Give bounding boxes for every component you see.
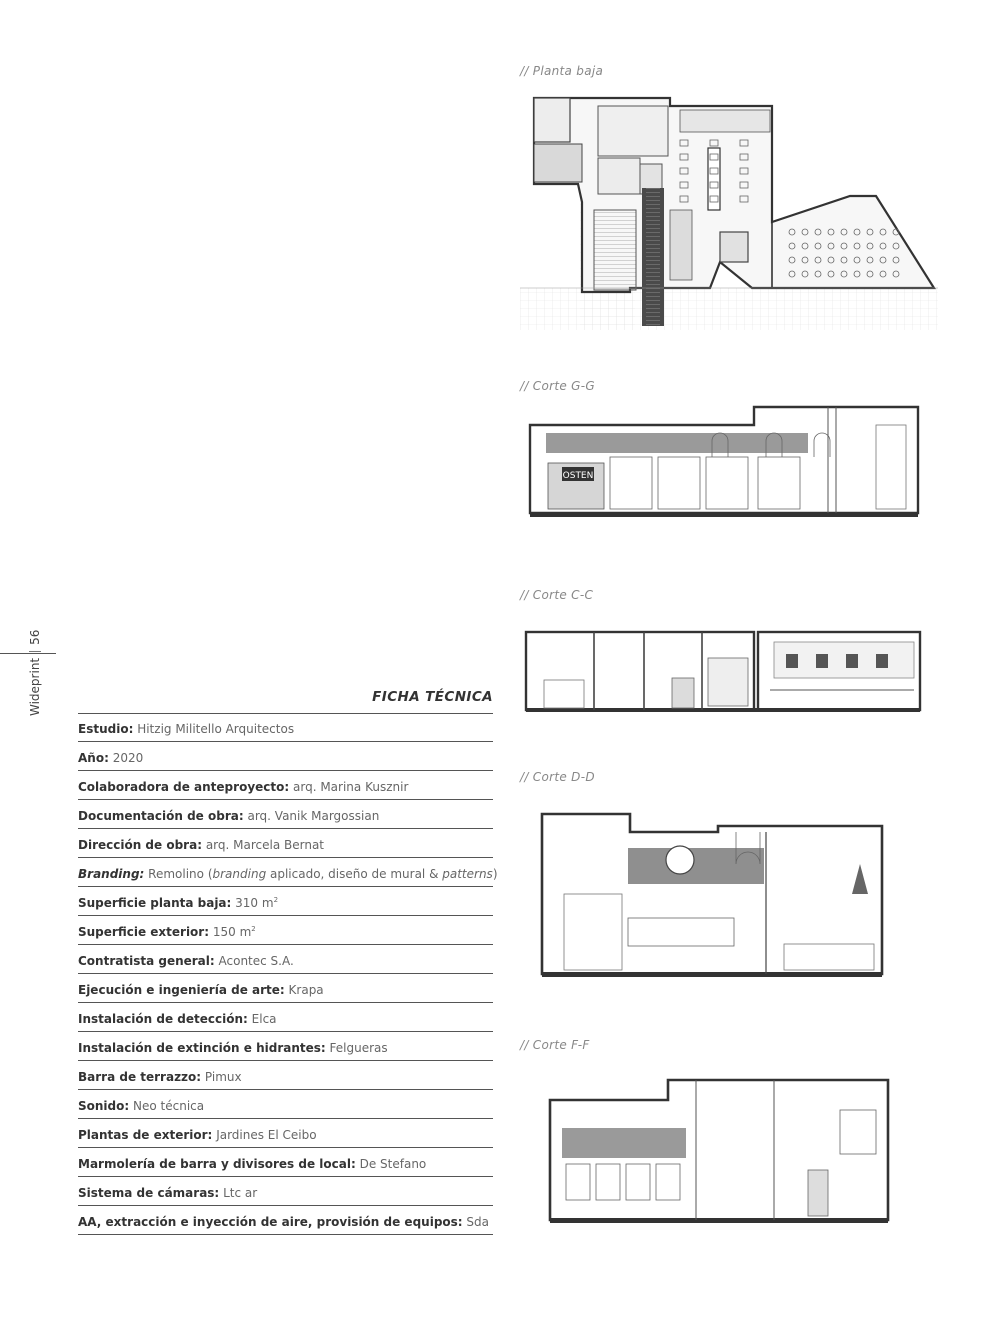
- ficha-row: [78, 888, 493, 916]
- ficha-value: [289, 983, 324, 997]
- floor-plan-drawing: [520, 92, 938, 330]
- ficha-value: [133, 1099, 204, 1113]
- ficha-row: [78, 772, 493, 800]
- ficha-value: [360, 1157, 427, 1171]
- ficha-value: [223, 1186, 257, 1200]
- ficha-value-text: arq. Vanik Margossian: [247, 809, 380, 823]
- ficha-row: [78, 743, 493, 771]
- caption-corte-cc: // Corte C-C: [520, 588, 594, 602]
- ficha-value-part: Remolino (: [148, 867, 213, 881]
- ficha-value-text: Elca: [251, 1012, 277, 1026]
- ficha-label: Superficie planta baja:: [78, 896, 232, 910]
- ficha-row: [78, 975, 493, 1003]
- ficha-value-text: 310 m: [235, 896, 274, 910]
- side-folio: [28, 629, 50, 732]
- osten-sign-text: OSTEN: [562, 471, 594, 481]
- ficha-value-sup: 2: [251, 925, 256, 933]
- ficha-value-text: Acontec S.A.: [218, 954, 294, 968]
- ficha-label: Sistema de cámaras:: [78, 1186, 220, 1200]
- ficha-row: [78, 859, 498, 887]
- ficha-value: [219, 954, 294, 968]
- ficha-title: FICHA TÉCNICA: [372, 689, 493, 705]
- ficha-value: [205, 1070, 242, 1084]
- ficha-table: [78, 713, 498, 1235]
- ficha-row: [78, 946, 493, 974]
- ficha-row: [78, 1120, 493, 1148]
- ficha-value-part: aplicado, diseño de mural &: [266, 867, 443, 881]
- ficha-label: Ejecución e ingeniería de arte:: [78, 983, 285, 997]
- ficha-row: [78, 1178, 493, 1206]
- page-number: 56: [28, 629, 42, 645]
- ficha-value-text: Ltc ar: [223, 1186, 258, 1200]
- ficha-value-text: arq. Marcela Bernat: [205, 838, 325, 852]
- section-dd-drawing: [538, 804, 922, 984]
- caption-corte-dd: // Corte D-D: [520, 770, 595, 784]
- ficha-value: [466, 1215, 489, 1229]
- caption-planta-baja: // Planta baja: [520, 64, 604, 78]
- ficha-value: [148, 867, 497, 881]
- ficha-value-part: ): [492, 867, 498, 881]
- ficha-value: [206, 838, 324, 852]
- ficha-value: [137, 722, 294, 736]
- ficha-value-text: Pimux: [204, 1070, 242, 1084]
- ficha-value: [213, 925, 256, 939]
- ficha-value: [293, 780, 408, 794]
- ficha-value-text: De Stefano: [359, 1157, 427, 1171]
- ficha-label: Instalación de extinción e hidrantes:: [78, 1041, 326, 1055]
- ficha-label: Estudio:: [78, 722, 134, 736]
- publication-name: Wideprint: [28, 657, 42, 716]
- ficha-value-text: 2020: [112, 751, 144, 765]
- ficha-value: [247, 809, 379, 823]
- ficha-label: Sonido:: [78, 1099, 130, 1113]
- ficha-value: [216, 1128, 316, 1142]
- caption-corte-ff: // Corte F-F: [520, 1038, 590, 1052]
- ficha-value: [113, 751, 144, 765]
- ficha-row: [78, 801, 493, 829]
- ficha-label: Plantas de exterior:: [78, 1128, 213, 1142]
- section-cc-drawing: [524, 628, 924, 718]
- ficha-value-text: arq. Marina Kusznir: [293, 780, 409, 794]
- ficha-row: [78, 1004, 493, 1032]
- ficha-row: [78, 1062, 493, 1090]
- ficha-value-text: Felgueras: [329, 1041, 388, 1055]
- ficha-value-part: patterns: [442, 867, 493, 881]
- ficha-row: [78, 917, 493, 945]
- ficha-row: [78, 1091, 493, 1119]
- ficha-value-part: branding: [212, 867, 267, 881]
- ficha-row: [78, 714, 493, 742]
- ficha-value-text: 150 m: [212, 925, 252, 939]
- ficha-row: [78, 1033, 493, 1061]
- ficha-value: [330, 1041, 388, 1055]
- ficha-value-text: Neo técnica: [133, 1099, 205, 1113]
- ficha-label: Branding:: [78, 867, 145, 881]
- ficha-label: Marmolería de barra y divisores de local:: [78, 1157, 356, 1171]
- ficha-label: Documentación de obra:: [78, 809, 244, 823]
- ficha-value-text: Krapa: [288, 983, 324, 997]
- ficha-label: Año:: [78, 751, 109, 765]
- ficha-label: AA, extracción e inyección de aire, provisión de equipos:: [78, 1215, 463, 1229]
- section-ff-drawing: [546, 1074, 910, 1230]
- ficha-label: Colaboradora de anteproyecto:: [78, 780, 290, 794]
- ficha-value-text: Sda: [466, 1215, 490, 1229]
- section-gg-drawing: [526, 395, 944, 523]
- ficha-label: Barra de terrazzo:: [78, 1070, 202, 1084]
- ficha-row: [78, 830, 493, 858]
- ficha-value: [252, 1012, 277, 1026]
- ficha-value-text: Hitzig Militello Arquitectos: [137, 722, 295, 736]
- ficha-value: [235, 896, 278, 910]
- ficha-label: Instalación de detección:: [78, 1012, 248, 1026]
- ficha-row: [78, 1149, 493, 1177]
- ficha-label: Dirección de obra:: [78, 838, 202, 852]
- ficha-label: Contratista general:: [78, 954, 215, 968]
- ficha-value-sup: 2: [273, 896, 279, 904]
- ficha-row: [78, 1207, 493, 1235]
- ficha-label: Superficie exterior:: [78, 925, 210, 939]
- caption-corte-gg: // Corte G-G: [520, 379, 595, 393]
- ficha-value-text: Jardines El Ceibo: [216, 1128, 317, 1142]
